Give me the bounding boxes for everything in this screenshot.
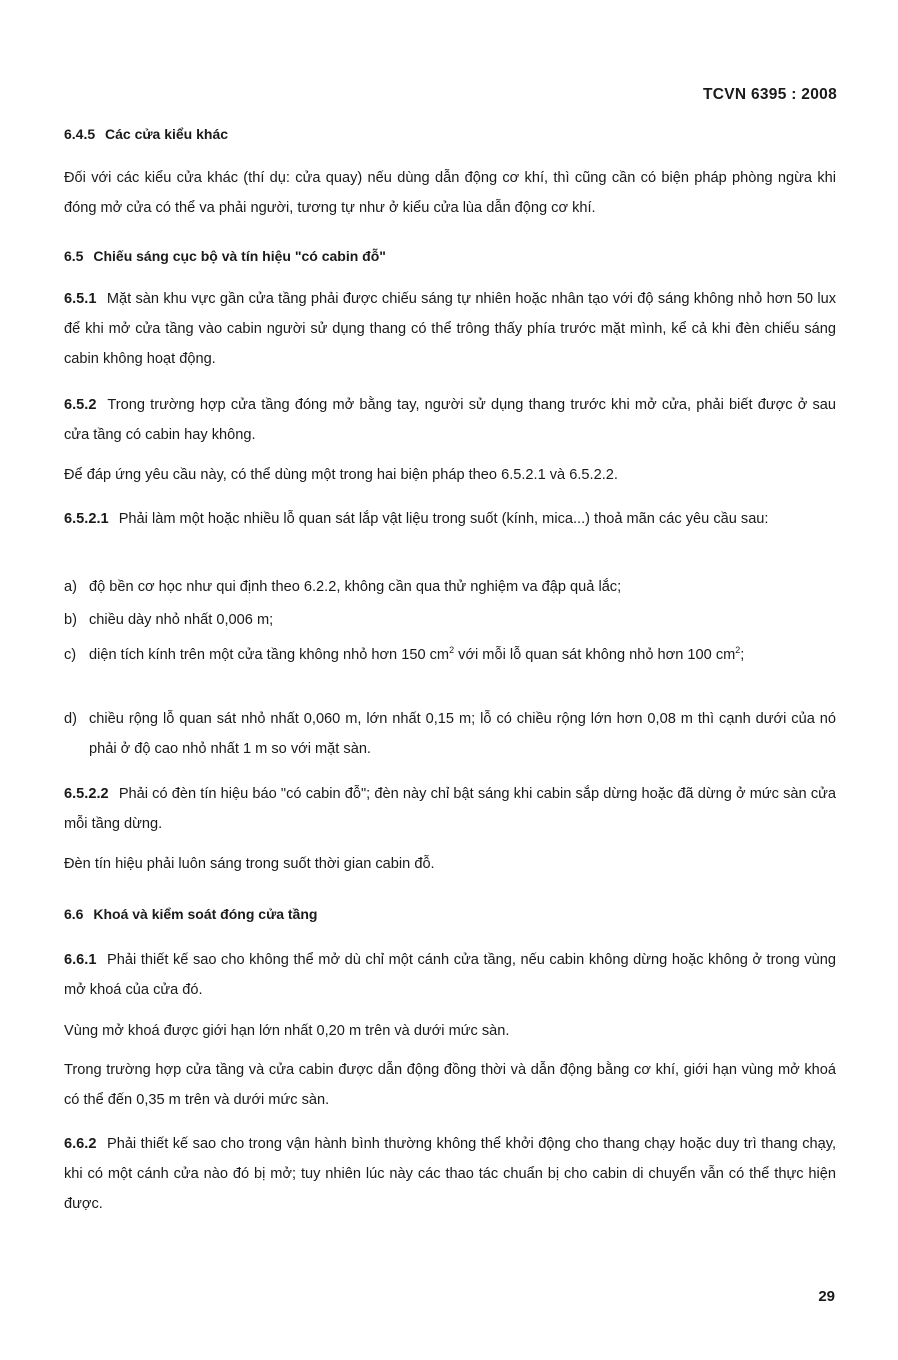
clause-number: 6.6.2 <box>64 1136 97 1152</box>
superscript: 2 <box>735 645 741 656</box>
section-number: 6.4.5 <box>64 126 96 142</box>
clause-text: Phải có đèn tín hiệu báo "có cabin đỗ"; đèn này chỉ bật sáng khi cabin sắp dừng hoặc đã dừng ở mức sàn cửa mỗi tầng dừng. <box>64 786 836 832</box>
section-title: Khoá và kiểm soát đóng cửa tầng <box>93 906 318 922</box>
list-text: chiều rộng lỗ quan sát nhỏ nhất 0,060 m, lớn nhất 0,15 m; lỗ có chiều rộng lớn hơn 0,08 m thì cạnh dưới của nó phải ở độ cao nhỏ nhất 1 m so với mặt sàn. <box>89 711 836 757</box>
list-label: a) <box>64 579 77 595</box>
list-item-a <box>64 572 836 602</box>
list-text: độ bền cơ học như qui định theo 6.2.2, không cần qua thử nghiệm va đập quả lắc; <box>89 579 622 595</box>
list-item-b <box>64 605 836 635</box>
paragraph-6-5-1 <box>64 284 836 374</box>
paragraph-6-6-1-extension: Trong trường hợp cửa tầng và cửa cabin được dẫn động đồng thời và dẫn động bằng cơ khí, giới hạn vùng mở khoá có thể đến 0,35 m trên và dưới mức sàn. <box>64 1062 836 1108</box>
paragraph-6-4-5: Đối với các kiểu cửa khác (thí dụ: cửa quay) nếu dùng dẫn động cơ khí, thì cũng cần có biện pháp phòng ngừa khi đóng mở cửa có thể va phải người, tương tự như ở kiểu cửa lùa dẫn động cơ khí. <box>64 170 836 216</box>
clause-number: 6.6.1 <box>64 952 97 968</box>
section-heading-6-4-5 <box>64 122 228 146</box>
section-heading-6-5 <box>64 244 386 268</box>
list-text <box>64 640 836 670</box>
paragraph-6-5-2-2-note: Đèn tín hiệu phải luôn sáng trong suốt thời gian cabin đỗ. <box>64 856 435 872</box>
clause-number: 6.5.2 <box>64 397 97 413</box>
list-text-part: với mỗi lỗ quan sát không nhỏ hơn 100 cm <box>454 647 736 663</box>
clause-number: 6.5.1 <box>64 291 97 307</box>
section-number: 6.6 <box>64 906 84 922</box>
list-label: d) <box>64 711 77 727</box>
list-item-d <box>64 704 836 764</box>
clause-text: Phải thiết kế sao cho không thể mở dù chỉ một cánh cửa tầng, nếu cabin không dừng hoặc không ở trong vùng mở khoá của cửa đó. <box>64 952 836 998</box>
paragraph-6-6-1 <box>64 945 836 1005</box>
paragraph-6-6-2 <box>64 1129 836 1219</box>
clause-text: Mặt sàn khu vực gần cửa tầng phải được chiếu sáng tự nhiên hoặc nhân tạo với độ sáng không nhỏ hơn 50 lux để khi mở cửa tầng vào cabin người sử dụng thang có thể trông thấy phía trước mặt mình, kể cả khi đèn chiếu sáng cabin không hoạt động. <box>64 291 836 367</box>
section-title: Các cửa kiểu khác <box>105 126 229 142</box>
list-text-part: ; <box>740 647 745 663</box>
section-heading-6-6 <box>64 902 317 926</box>
list-text-part: diện tích kính trên một cửa tầng không nhỏ hơn 150 cm <box>89 647 450 663</box>
paragraph-6-5-2-1 <box>64 504 836 534</box>
clause-number: 6.5.2.1 <box>64 511 109 527</box>
section-title: Chiếu sáng cục bộ và tín hiệu "có cabin đỗ" <box>93 248 386 264</box>
clause-text: Phải thiết kế sao cho trong vận hành bình thường không thể khởi động cho thang chạy hoặc duy trì thang chạy, khi có một cánh cửa nào đó bị mở; tuy nhiên lúc này các thao tác chuẩn bị cho cabin di chuyển vẫn có thể thực hiện được. <box>64 1136 836 1212</box>
paragraph-6-6-1-limit: Vùng mở khoá được giới hạn lớn nhất 0,20 m trên và dưới mức sàn. <box>64 1023 510 1039</box>
paragraph-6-5-2 <box>64 390 836 450</box>
list-text: chiều dày nhỏ nhất 0,006 m; <box>89 612 274 628</box>
document-standard-header: TCVN 6395 : 2008 <box>702 86 837 103</box>
list-label: b) <box>64 612 77 628</box>
page-number: 29 <box>818 1288 835 1305</box>
section-number: 6.5 <box>64 248 84 264</box>
clause-number: 6.5.2.2 <box>64 786 109 802</box>
paragraph-6-5-2-note: Để đáp ứng yêu cầu này, có thể dùng một trong hai biện pháp theo 6.5.2.1 và 6.5.2.2. <box>64 467 618 483</box>
clause-text: Trong trường hợp cửa tầng đóng mở bằng tay, người sử dụng thang trước khi mở cửa, phải biết được ở sau cửa tầng có cabin hay không. <box>64 397 836 443</box>
superscript: 2 <box>449 645 455 656</box>
list-item-c <box>64 640 836 670</box>
paragraph-6-5-2-2 <box>64 779 836 839</box>
list-label: c) <box>64 647 77 663</box>
clause-text: Phải làm một hoặc nhiều lỗ quan sát lắp vật liệu trong suốt (kính, mica...) thoả mãn các yêu cầu sau: <box>118 511 769 527</box>
